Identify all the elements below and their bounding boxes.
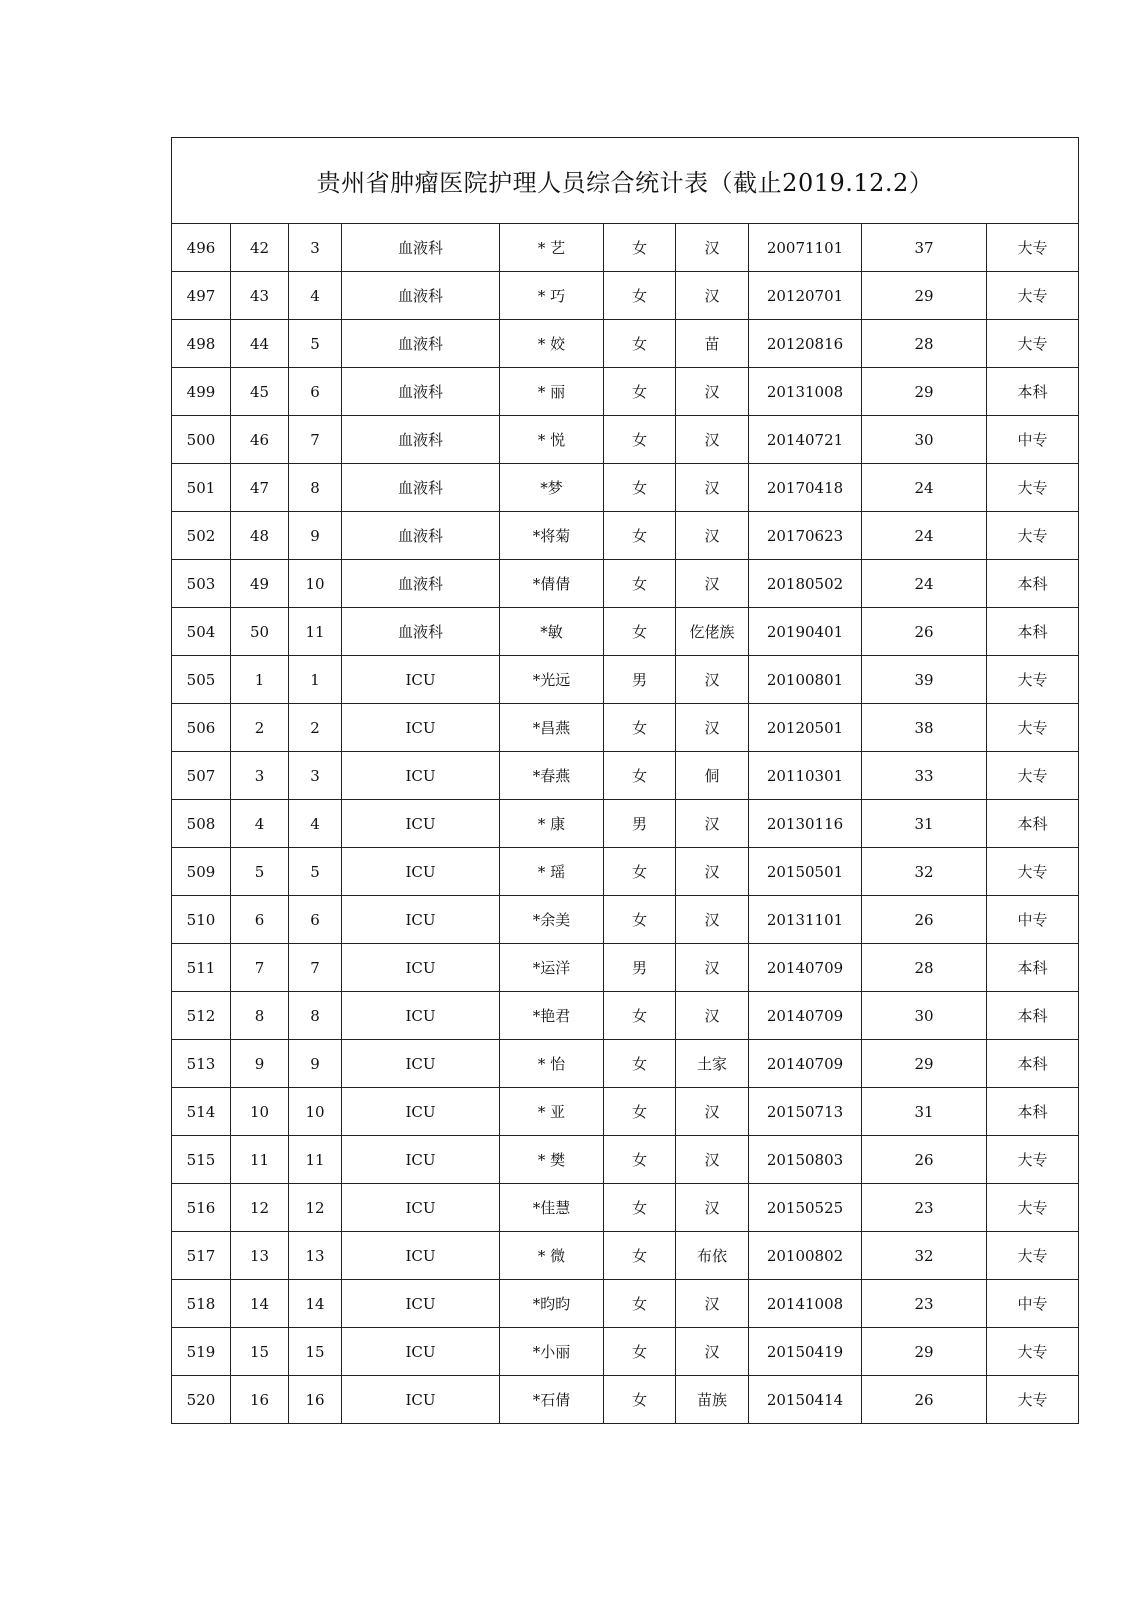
cell-education: 大专 <box>987 272 1079 320</box>
cell-ethnicity: 汉 <box>676 416 749 464</box>
cell-serial-no: 506 <box>172 704 231 752</box>
cell-start-date: 20131008 <box>749 368 862 416</box>
cell-name: *小丽 <box>500 1328 604 1376</box>
cell-department: ICU <box>342 1040 500 1088</box>
cell-dept-no: 43 <box>231 272 289 320</box>
cell-name: *倩倩 <box>500 560 604 608</box>
cell-serial-no: 498 <box>172 320 231 368</box>
cell-education: 大专 <box>987 1184 1079 1232</box>
cell-age: 39 <box>862 656 987 704</box>
cell-department: ICU <box>342 944 500 992</box>
table-row <box>172 752 1079 800</box>
table-row <box>172 512 1079 560</box>
table-row <box>172 368 1079 416</box>
cell-gender: 女 <box>604 1088 676 1136</box>
cell-start-date: 20141008 <box>749 1280 862 1328</box>
cell-name: *余美 <box>500 896 604 944</box>
cell-age: 32 <box>862 848 987 896</box>
cell-dept-no: 8 <box>231 992 289 1040</box>
cell-dept-no: 4 <box>231 800 289 848</box>
cell-education: 大专 <box>987 1376 1079 1424</box>
cell-start-date: 20150525 <box>749 1184 862 1232</box>
cell-serial-no: 515 <box>172 1136 231 1184</box>
cell-ethnicity: 汉 <box>676 1280 749 1328</box>
cell-age: 24 <box>862 560 987 608</box>
cell-education: 大专 <box>987 656 1079 704</box>
cell-serial-no: 499 <box>172 368 231 416</box>
cell-education: 本科 <box>987 1088 1079 1136</box>
cell-name: * 亚 <box>500 1088 604 1136</box>
cell-education: 大专 <box>987 224 1079 272</box>
cell-ethnicity: 汉 <box>676 224 749 272</box>
cell-serial-no: 512 <box>172 992 231 1040</box>
cell-serial-no: 507 <box>172 752 231 800</box>
cell-dept-no: 1 <box>231 656 289 704</box>
cell-dept-no: 15 <box>231 1328 289 1376</box>
cell-sub-no: 7 <box>289 944 342 992</box>
cell-ethnicity: 苗 <box>676 320 749 368</box>
cell-serial-no: 514 <box>172 1088 231 1136</box>
cell-sub-no: 14 <box>289 1280 342 1328</box>
cell-age: 26 <box>862 896 987 944</box>
cell-dept-no: 49 <box>231 560 289 608</box>
cell-age: 30 <box>862 992 987 1040</box>
cell-serial-no: 510 <box>172 896 231 944</box>
cell-ethnicity: 侗 <box>676 752 749 800</box>
table-row <box>172 464 1079 512</box>
cell-ethnicity: 汉 <box>676 1328 749 1376</box>
cell-education: 大专 <box>987 320 1079 368</box>
cell-start-date: 20120816 <box>749 320 862 368</box>
table-row <box>172 944 1079 992</box>
cell-start-date: 20190401 <box>749 608 862 656</box>
cell-start-date: 20131101 <box>749 896 862 944</box>
cell-start-date: 20150414 <box>749 1376 862 1424</box>
cell-age: 24 <box>862 512 987 560</box>
cell-serial-no: 516 <box>172 1184 231 1232</box>
cell-dept-no: 12 <box>231 1184 289 1232</box>
nursing-staff-table <box>171 137 1079 1424</box>
cell-start-date: 20150713 <box>749 1088 862 1136</box>
table-row <box>172 416 1079 464</box>
cell-name: *春燕 <box>500 752 604 800</box>
cell-department: 血液科 <box>342 368 500 416</box>
cell-dept-no: 14 <box>231 1280 289 1328</box>
cell-ethnicity: 汉 <box>676 368 749 416</box>
cell-department: 血液科 <box>342 320 500 368</box>
cell-department: ICU <box>342 1328 500 1376</box>
cell-department: ICU <box>342 800 500 848</box>
cell-education: 本科 <box>987 1040 1079 1088</box>
cell-ethnicity: 土家 <box>676 1040 749 1088</box>
cell-serial-no: 503 <box>172 560 231 608</box>
cell-gender: 女 <box>604 992 676 1040</box>
cell-gender: 女 <box>604 1184 676 1232</box>
cell-department: ICU <box>342 1376 500 1424</box>
cell-gender: 男 <box>604 656 676 704</box>
cell-age: 28 <box>862 944 987 992</box>
cell-name: *光远 <box>500 656 604 704</box>
cell-serial-no: 501 <box>172 464 231 512</box>
cell-ethnicity: 汉 <box>676 512 749 560</box>
table-row <box>172 1328 1079 1376</box>
cell-sub-no: 3 <box>289 224 342 272</box>
cell-education: 本科 <box>987 560 1079 608</box>
cell-name: * 艺 <box>500 224 604 272</box>
cell-gender: 女 <box>604 608 676 656</box>
cell-department: ICU <box>342 1136 500 1184</box>
cell-start-date: 20071101 <box>749 224 862 272</box>
cell-sub-no: 9 <box>289 512 342 560</box>
cell-age: 31 <box>862 1088 987 1136</box>
cell-start-date: 20150501 <box>749 848 862 896</box>
cell-age: 30 <box>862 416 987 464</box>
cell-gender: 女 <box>604 752 676 800</box>
table-row <box>172 1136 1079 1184</box>
table-row <box>172 704 1079 752</box>
cell-sub-no: 6 <box>289 896 342 944</box>
cell-gender: 女 <box>604 1280 676 1328</box>
cell-start-date: 20140709 <box>749 944 862 992</box>
cell-sub-no: 5 <box>289 320 342 368</box>
cell-dept-no: 42 <box>231 224 289 272</box>
table-row <box>172 272 1079 320</box>
cell-sub-no: 12 <box>289 1184 342 1232</box>
cell-department: ICU <box>342 1088 500 1136</box>
cell-department: ICU <box>342 992 500 1040</box>
cell-education: 中专 <box>987 896 1079 944</box>
cell-ethnicity: 汉 <box>676 704 749 752</box>
cell-sub-no: 2 <box>289 704 342 752</box>
cell-education: 大专 <box>987 848 1079 896</box>
cell-gender: 男 <box>604 800 676 848</box>
cell-dept-no: 2 <box>231 704 289 752</box>
cell-education: 大专 <box>987 512 1079 560</box>
cell-education: 中专 <box>987 416 1079 464</box>
table-row <box>172 320 1079 368</box>
cell-name: * 悦 <box>500 416 604 464</box>
cell-gender: 女 <box>604 896 676 944</box>
cell-sub-no: 15 <box>289 1328 342 1376</box>
cell-age: 26 <box>862 1376 987 1424</box>
cell-department: 血液科 <box>342 560 500 608</box>
cell-education: 本科 <box>987 608 1079 656</box>
cell-ethnicity: 汉 <box>676 944 749 992</box>
cell-education: 中专 <box>987 1280 1079 1328</box>
cell-gender: 女 <box>604 1136 676 1184</box>
table-row <box>172 656 1079 704</box>
cell-serial-no: 504 <box>172 608 231 656</box>
cell-dept-no: 45 <box>231 368 289 416</box>
table-row <box>172 1280 1079 1328</box>
cell-age: 23 <box>862 1184 987 1232</box>
cell-serial-no: 517 <box>172 1232 231 1280</box>
cell-education: 大专 <box>987 464 1079 512</box>
cell-department: ICU <box>342 848 500 896</box>
cell-dept-no: 46 <box>231 416 289 464</box>
cell-sub-no: 6 <box>289 368 342 416</box>
cell-age: 26 <box>862 1136 987 1184</box>
cell-ethnicity: 仡佬族 <box>676 608 749 656</box>
cell-gender: 女 <box>604 272 676 320</box>
cell-gender: 女 <box>604 560 676 608</box>
cell-gender: 女 <box>604 224 676 272</box>
cell-gender: 男 <box>604 944 676 992</box>
cell-ethnicity: 汉 <box>676 800 749 848</box>
cell-department: 血液科 <box>342 416 500 464</box>
cell-education: 大专 <box>987 1136 1079 1184</box>
cell-dept-no: 6 <box>231 896 289 944</box>
cell-department: 血液科 <box>342 464 500 512</box>
cell-education: 本科 <box>987 944 1079 992</box>
cell-serial-no: 497 <box>172 272 231 320</box>
cell-name: *昀昀 <box>500 1280 604 1328</box>
cell-name: *石倩 <box>500 1376 604 1424</box>
cell-start-date: 20130116 <box>749 800 862 848</box>
cell-department: ICU <box>342 752 500 800</box>
cell-serial-no: 518 <box>172 1280 231 1328</box>
cell-gender: 女 <box>604 512 676 560</box>
cell-dept-no: 47 <box>231 464 289 512</box>
cell-name: * 怡 <box>500 1040 604 1088</box>
table-row <box>172 1376 1079 1424</box>
cell-age: 24 <box>862 464 987 512</box>
table-row <box>172 1184 1079 1232</box>
cell-dept-no: 9 <box>231 1040 289 1088</box>
cell-sub-no: 8 <box>289 992 342 1040</box>
cell-age: 32 <box>862 1232 987 1280</box>
cell-education: 大专 <box>987 1328 1079 1376</box>
cell-gender: 女 <box>604 848 676 896</box>
cell-name: * 微 <box>500 1232 604 1280</box>
cell-age: 38 <box>862 704 987 752</box>
cell-dept-no: 48 <box>231 512 289 560</box>
cell-name: * 康 <box>500 800 604 848</box>
cell-education: 大专 <box>987 1232 1079 1280</box>
cell-ethnicity: 布依 <box>676 1232 749 1280</box>
cell-gender: 女 <box>604 704 676 752</box>
cell-start-date: 20110301 <box>749 752 862 800</box>
cell-start-date: 20170418 <box>749 464 862 512</box>
cell-serial-no: 520 <box>172 1376 231 1424</box>
cell-start-date: 20150803 <box>749 1136 862 1184</box>
cell-sub-no: 10 <box>289 1088 342 1136</box>
cell-ethnicity: 汉 <box>676 272 749 320</box>
cell-serial-no: 511 <box>172 944 231 992</box>
cell-department: ICU <box>342 1232 500 1280</box>
cell-name: *将菊 <box>500 512 604 560</box>
cell-dept-no: 5 <box>231 848 289 896</box>
cell-dept-no: 3 <box>231 752 289 800</box>
cell-sub-no: 11 <box>289 608 342 656</box>
cell-ethnicity: 汉 <box>676 896 749 944</box>
cell-ethnicity: 苗族 <box>676 1376 749 1424</box>
cell-start-date: 20180502 <box>749 560 862 608</box>
cell-dept-no: 10 <box>231 1088 289 1136</box>
cell-ethnicity: 汉 <box>676 560 749 608</box>
cell-age: 26 <box>862 608 987 656</box>
cell-name: * 姣 <box>500 320 604 368</box>
cell-ethnicity: 汉 <box>676 1088 749 1136</box>
cell-age: 29 <box>862 1040 987 1088</box>
cell-sub-no: 7 <box>289 416 342 464</box>
cell-name: * 丽 <box>500 368 604 416</box>
table-row <box>172 560 1079 608</box>
cell-education: 本科 <box>987 800 1079 848</box>
cell-serial-no: 500 <box>172 416 231 464</box>
cell-gender: 女 <box>604 1232 676 1280</box>
table-row <box>172 224 1079 272</box>
cell-sub-no: 10 <box>289 560 342 608</box>
cell-name: * 巧 <box>500 272 604 320</box>
cell-department: ICU <box>342 704 500 752</box>
cell-serial-no: 502 <box>172 512 231 560</box>
cell-department: 血液科 <box>342 512 500 560</box>
cell-serial-no: 508 <box>172 800 231 848</box>
cell-age: 33 <box>862 752 987 800</box>
cell-gender: 女 <box>604 368 676 416</box>
cell-serial-no: 519 <box>172 1328 231 1376</box>
table-row <box>172 1040 1079 1088</box>
cell-age: 37 <box>862 224 987 272</box>
cell-gender: 女 <box>604 1040 676 1088</box>
cell-dept-no: 11 <box>231 1136 289 1184</box>
cell-education: 大专 <box>987 704 1079 752</box>
cell-sub-no: 5 <box>289 848 342 896</box>
cell-start-date: 20140709 <box>749 992 862 1040</box>
table-row <box>172 1232 1079 1280</box>
cell-serial-no: 496 <box>172 224 231 272</box>
cell-start-date: 20150419 <box>749 1328 862 1376</box>
cell-education: 本科 <box>987 992 1079 1040</box>
cell-name: *运洋 <box>500 944 604 992</box>
cell-sub-no: 8 <box>289 464 342 512</box>
cell-sub-no: 1 <box>289 656 342 704</box>
cell-age: 29 <box>862 368 987 416</box>
cell-sub-no: 4 <box>289 800 342 848</box>
table-row <box>172 896 1079 944</box>
cell-dept-no: 44 <box>231 320 289 368</box>
cell-department: ICU <box>342 1184 500 1232</box>
table-row <box>172 1088 1079 1136</box>
cell-name: *敏 <box>500 608 604 656</box>
cell-age: 29 <box>862 1328 987 1376</box>
cell-start-date: 20120701 <box>749 272 862 320</box>
cell-gender: 女 <box>604 1328 676 1376</box>
cell-serial-no: 505 <box>172 656 231 704</box>
cell-sub-no: 13 <box>289 1232 342 1280</box>
cell-start-date: 20170623 <box>749 512 862 560</box>
cell-start-date: 20120501 <box>749 704 862 752</box>
cell-education: 本科 <box>987 368 1079 416</box>
cell-ethnicity: 汉 <box>676 1184 749 1232</box>
cell-name: *昌燕 <box>500 704 604 752</box>
cell-sub-no: 4 <box>289 272 342 320</box>
cell-start-date: 20100802 <box>749 1232 862 1280</box>
table-title: 贵州省肿瘤医院护理人员综合统计表（截止2019.12.2） <box>172 138 1079 224</box>
cell-sub-no: 9 <box>289 1040 342 1088</box>
cell-gender: 女 <box>604 1376 676 1424</box>
cell-dept-no: 16 <box>231 1376 289 1424</box>
table-row <box>172 992 1079 1040</box>
cell-ethnicity: 汉 <box>676 1136 749 1184</box>
cell-department: 血液科 <box>342 224 500 272</box>
cell-department: 血液科 <box>342 608 500 656</box>
cell-sub-no: 16 <box>289 1376 342 1424</box>
cell-ethnicity: 汉 <box>676 656 749 704</box>
cell-age: 23 <box>862 1280 987 1328</box>
cell-start-date: 20100801 <box>749 656 862 704</box>
cell-ethnicity: 汉 <box>676 848 749 896</box>
cell-gender: 女 <box>604 416 676 464</box>
cell-start-date: 20140709 <box>749 1040 862 1088</box>
table-row <box>172 848 1079 896</box>
cell-department: 血液科 <box>342 272 500 320</box>
cell-department: ICU <box>342 656 500 704</box>
cell-name: * 瑶 <box>500 848 604 896</box>
cell-serial-no: 513 <box>172 1040 231 1088</box>
title-row <box>172 138 1079 224</box>
cell-start-date: 20140721 <box>749 416 862 464</box>
cell-name: *艳君 <box>500 992 604 1040</box>
cell-dept-no: 50 <box>231 608 289 656</box>
cell-name: *佳慧 <box>500 1184 604 1232</box>
cell-name: *梦 <box>500 464 604 512</box>
cell-age: 29 <box>862 272 987 320</box>
cell-education: 大专 <box>987 752 1079 800</box>
cell-ethnicity: 汉 <box>676 992 749 1040</box>
cell-dept-no: 13 <box>231 1232 289 1280</box>
cell-gender: 女 <box>604 464 676 512</box>
cell-department: ICU <box>342 1280 500 1328</box>
cell-dept-no: 7 <box>231 944 289 992</box>
cell-ethnicity: 汉 <box>676 464 749 512</box>
cell-serial-no: 509 <box>172 848 231 896</box>
table-row <box>172 800 1079 848</box>
cell-department: ICU <box>342 896 500 944</box>
cell-age: 31 <box>862 800 987 848</box>
cell-age: 28 <box>862 320 987 368</box>
cell-name: * 樊 <box>500 1136 604 1184</box>
cell-sub-no: 3 <box>289 752 342 800</box>
cell-gender: 女 <box>604 320 676 368</box>
table-row <box>172 608 1079 656</box>
cell-sub-no: 11 <box>289 1136 342 1184</box>
